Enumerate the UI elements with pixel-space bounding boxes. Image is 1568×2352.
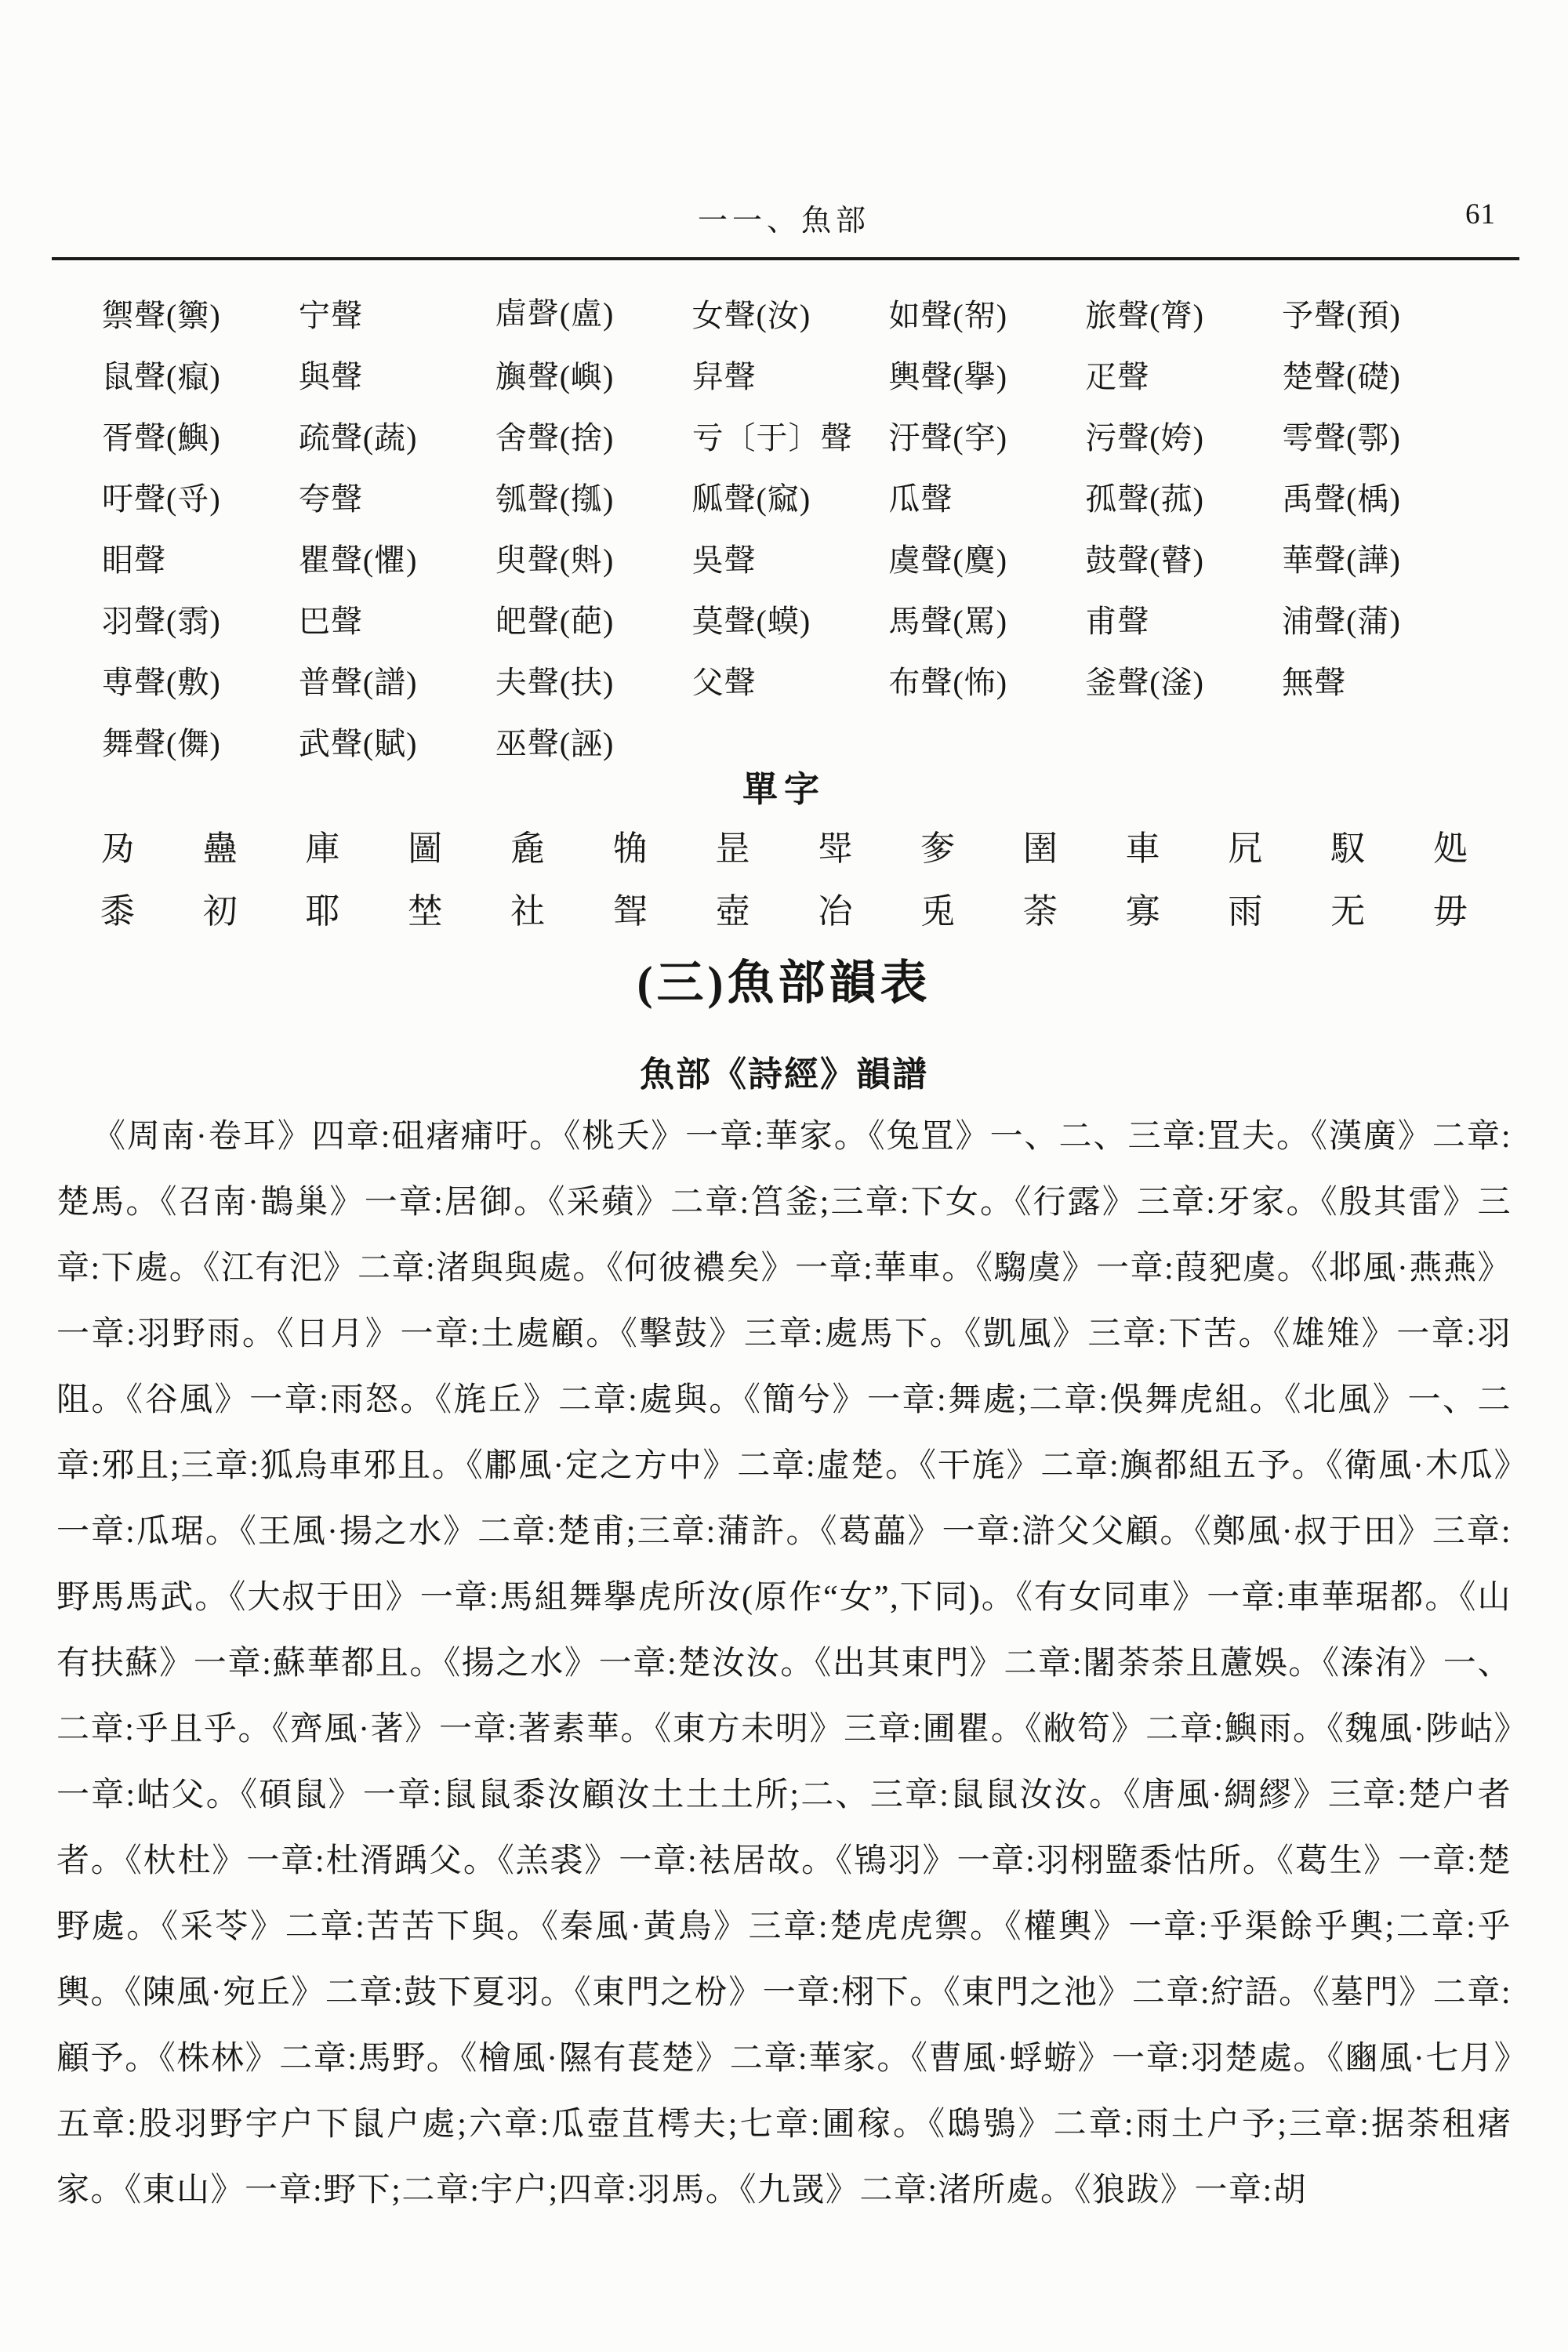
phonetic-series-entry: 鼓聲(瞽) (1085, 542, 1204, 578)
phonetic-series-entry: 浦聲(蒲) (1282, 603, 1401, 639)
single-character: 凥 (1228, 829, 1263, 868)
single-character: 冶 (818, 892, 853, 931)
phonetic-series-entry: 雩聲(鄠) (1282, 419, 1401, 456)
phonetic-series-entry: 輿聲(擧) (888, 358, 1008, 394)
phonetic-series-entry: 瓠聲(摦) (495, 481, 615, 517)
phonetic-series-entry: 女聲(汝) (691, 297, 811, 333)
single-character: 圖 (408, 829, 443, 868)
single-character: 庫 (305, 829, 340, 868)
phonetic-series-table (102, 282, 1479, 771)
single-character: 麁 (510, 829, 546, 868)
table-row (102, 527, 1479, 588)
single-character: 荼 (1022, 892, 1058, 931)
table-row (102, 649, 1479, 710)
phonetic-series-entry: 禹聲(楀) (1282, 481, 1401, 517)
phonetic-series-entry: 馬聲(罵) (888, 603, 1008, 639)
phonetic-series-entry: 旟聲(嶼) (495, 358, 615, 394)
phonetic-series-entry: 孤聲(菰) (1085, 481, 1204, 517)
phonetic-series-entry: 莫聲(蟆) (691, 603, 811, 639)
phonetic-series-entry: 亏〔于〕聲 (691, 419, 853, 456)
phonetic-series-entry: 㼌聲(窳) (691, 481, 811, 517)
single-characters-row-2 (100, 883, 1468, 933)
phonetic-series-entry: 疏聲(蔬) (298, 419, 418, 456)
single-character: 奓 (920, 829, 956, 868)
phonetic-series-entry: 污聲(姱) (1085, 419, 1204, 456)
phonetic-series-entry: 吁聲(寽) (102, 481, 221, 517)
phonetic-series-entry: 虞聲(麌) (888, 542, 1008, 578)
single-character: 夃 (100, 829, 135, 868)
table-row (102, 343, 1479, 405)
phonetic-series-entry: 舁聲 (691, 358, 757, 394)
table-row (102, 588, 1479, 649)
single-character: 兎 (920, 892, 956, 931)
single-character: 車 (1125, 829, 1160, 868)
single-character: 蠱 (202, 829, 238, 868)
phonetic-series-entry: 普聲(譜) (298, 664, 418, 700)
running-header-title: 一一、魚部 (697, 205, 870, 238)
phonetic-series-entry: 舞聲(儛) (102, 725, 221, 761)
page-number: 61 (1465, 198, 1496, 230)
single-character: 黍 (100, 892, 135, 931)
phonetic-series-entry: 無聲 (1282, 664, 1347, 700)
phonetic-series-entry: 夫聲(扶) (495, 664, 615, 700)
phonetic-series-entry: 釜聲(滏) (1085, 664, 1204, 700)
phonetic-series-entry: 䀠聲 (102, 542, 166, 578)
phonetic-series-entry: 舍聲(捨) (495, 419, 615, 456)
phonetic-series-entry: 巫聲(誣) (495, 725, 615, 761)
phonetic-series-entry: 如聲(帤) (888, 297, 1008, 333)
phonetic-series-entry: 疋聲 (1085, 358, 1150, 394)
phonetic-series-entry: 皅聲(葩) (495, 603, 615, 639)
phonetic-series-entry: 旅聲(膂) (1085, 297, 1204, 333)
single-character: 社 (510, 892, 546, 931)
phonetic-series-entry: 予聲(預) (1282, 297, 1401, 333)
phonetic-series-entry: 羽聲(䨒) (102, 603, 221, 639)
phonetic-series-entry: 吳聲 (691, 542, 757, 578)
phonetic-series-entry: 臾聲(斞) (495, 542, 615, 578)
phonetic-series-entry: 甫聲 (1085, 603, 1150, 639)
single-character: 埜 (408, 892, 443, 931)
single-characters-heading: 單字 (742, 770, 826, 809)
phonetic-series-entry: 布聲(怖) (888, 664, 1008, 700)
header-divider-rule (52, 257, 1519, 260)
phonetic-series-entry: 瞿聲(懼) (298, 542, 418, 578)
shijing-rhyme-register-body: 《周南·卷耳》四章:砠瘏痡吁。《桃夭》一章:華家。《兔罝》一、二、三章:罝夫。《漢廣》二章:楚馬。《召南·鵲巢》一章:居御。《采蘋》二章:筥釜;三章:下女。《行露》三章:牙家。《殷其雷》三章:下處。《江有汜》二章:渚與與處。《何彼襛矣》一章:華車。《騶虞》一章:葭豝虞。《邶風·燕燕》一章:羽野雨。《日月》一章:土處顧。《擊鼓》三章:處馬下。《凱風》三章:下苦。《雄雉》一章:羽阻。《谷風》一章:雨怒。《旄丘》二章:處與。《簡兮》一章:舞處;二章:俁舞虎組。《北風》一、二章:邪且;三章:狐烏車邪且。《鄘風·定之方中》二章:虛楚。《干旄》二章:旟都組五予。《衛風·木瓜》一章:瓜琚。《王風·揚之水》二章:楚甫;三章:蒲許。《葛藟》一章:滸父父顧。《鄭風·叔于田》三章:野馬馬武。《大叔于田》一章:馬組舞擧虎所汝(原作“女”,下同)。《有女同車》一章:車華琚都。《山有扶蘇》一章:蘇華都且。《揚之水》一章:楚汝汝。《出其東門》二章:闍荼荼且藘娛。《溱洧》一、二章:乎且乎。《齊風·著》一章:著素華。《東方未明》三章:圃瞿。《敝笱》二章:鱮雨。《魏風·陟岵》一章:岵父。《碩鼠》一章:鼠鼠黍汝顧汝土土土所;二、三章:鼠鼠汝汝。《唐風·綢繆》三章:楚户者者。《杕杜》一章:杜湑踽父。《羔裘》一章:袪居故。《鴇羽》一章:羽栩盬黍怙所。《葛生》一章:楚野處。《采苓》二章:苦苦下與。《秦風·黃鳥》三章:楚虎虎禦。《權輿》一章:乎渠餘乎輿;二章:乎輿。《陳風·宛丘》二章:鼓下夏羽。《東門之枌》一章:栩下。《東門之池》二章:紵語。《墓門》二章:顧予。《株林》二章:馬野。《檜風·隰有萇楚》二章:華家。《曹風·蜉蝣》一章:羽楚處。《豳風·七月》五章:股羽野宇户下鼠户處;六章:瓜壺苴樗夫;七章:圃稼。《鴟鴞》二章:雨土户予;三章:据荼租瘏家。《東山》一章:野下;二章:宇户;四章:羽馬。《九罭》二章:渚所處。《狼跋》一章:胡 (56, 1119, 1512, 2209)
single-character: 馭 (1330, 829, 1366, 868)
single-characters-row-1 (100, 820, 1468, 870)
single-character: 毋 (1432, 892, 1468, 931)
phonetic-series-entry: 華聲(譁) (1282, 542, 1401, 578)
phonetic-series-entry: 禦聲(籞) (102, 297, 221, 333)
table-row (102, 466, 1479, 527)
phonetic-series-entry: 𧆨聲(盧) (495, 296, 615, 332)
single-character: 耶 (305, 892, 340, 931)
phonetic-series-entry: 楚聲(礎) (1282, 358, 1401, 394)
phonetic-series-entry: 武聲(賦) (298, 725, 418, 761)
table-row (102, 282, 1479, 343)
phonetic-series-entry: 與聲 (298, 358, 363, 394)
single-character: 觕 (612, 829, 648, 868)
single-character: 雨 (1228, 892, 1263, 931)
phonetic-series-entry: 汙聲(穻) (888, 419, 1008, 456)
single-character: 処 (1432, 829, 1468, 868)
single-character: 昰 (715, 829, 750, 868)
shijing-rhyme-register-subheading: 魚部《詩經》韻譜 (640, 1055, 928, 1094)
single-character: 寡 (1125, 892, 1160, 931)
phonetic-series-entry: 巴聲 (298, 603, 363, 639)
phonetic-series-entry: 父聲 (691, 664, 757, 700)
phonetic-series-entry: 宁聲 (298, 297, 363, 333)
single-character: 无 (1330, 892, 1366, 931)
single-character: 壺 (715, 892, 750, 931)
phonetic-series-entry: 瓜聲 (888, 481, 953, 517)
rhyme-table-section-heading: (三)魚部韻表 (637, 957, 931, 1009)
phonetic-series-entry: 鼠聲(癙) (102, 358, 221, 394)
single-character: 初 (202, 892, 238, 931)
table-row (102, 405, 1479, 466)
single-character: 斝 (818, 829, 853, 868)
single-character: 圉 (1022, 829, 1058, 868)
phonetic-series-entry: 夸聲 (298, 481, 363, 517)
phonetic-series-entry: 胥聲(鱮) (102, 419, 221, 456)
phonetic-series-entry: 尃聲(敷) (102, 664, 221, 700)
single-character: 聟 (612, 892, 648, 931)
